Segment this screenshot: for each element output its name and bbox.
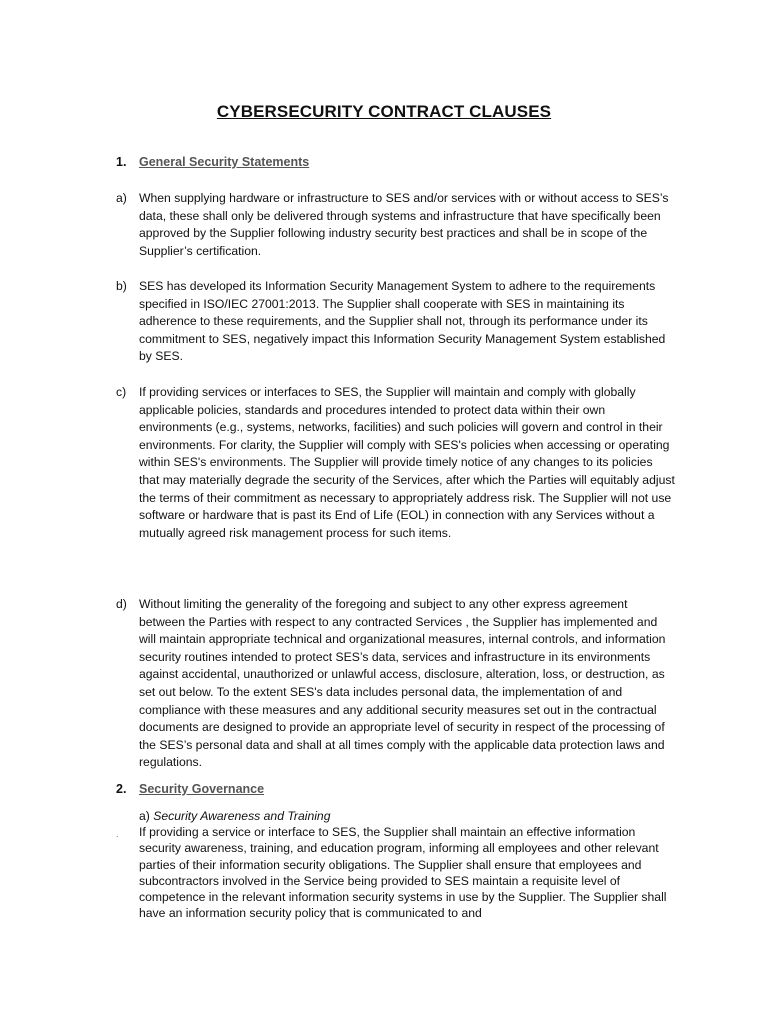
section-heading-general-security [116,155,309,169]
document-title: CYBERSECURITY CONTRACT CLAUSES [216,102,552,121]
subsection-marker: a) [139,809,150,823]
clause-text: When supplying hardware or infrastructure to SES and/or services with or without access to SES’s data, these shall only be delivered through systems and infrastructure that have specifically been approved by the Supplier following industry security best practices and shall be in scope of the Supplier’s certification. [139,191,669,258]
clause-1b [116,278,676,366]
subsection-text: If providing a service or interface to SES, the Supplier shall maintain an effective information security awareness, training, and education program, informing all employees and other relevant parties of their information security obligations. The Supplier shall ensure that employees and subcontractors involved in the Service being provided to SES maintain a requisite level of competence in the relevant information security systems in use by the Supplier. The Supplier shall have an information security policy that is communicated to and [139,825,667,921]
section-number: 2. [116,782,127,796]
section-title: General Security Statements [139,155,310,169]
stray-dot: . [116,829,119,839]
clause-1d [116,596,676,772]
clause-marker: a) [116,191,127,205]
clause-text: If providing services or interfaces to SES, the Supplier will maintain and comply with globally applicable policies, standards and procedures intended to protect data within their own environments (e.g., systems, networks, facilities) and such policies will govern and control in their environments. For clarity, the Supplier will comply with SES's policies when accessing or operating within SES's environments. The Supplier will provide timely notice of any changes to its policies that may materially degrade the security of the Services, after which the Parties will equitably adjust the terms of their commitment as necessary to appropriately address risk. The Supplier will not use software or hardware that is past its End of Life (EOL) in connection with any Services without a mutually agreed risk management process for such items. [139,385,675,540]
subsection-heading-awareness-training [139,809,331,823]
section-heading-security-governance [116,782,264,796]
clause-marker: d) [116,597,127,611]
clause-1a [116,190,676,260]
clause-text: Without limiting the generality of the foregoing and subject to any other express agreement between the Parties with respect to any contracted Services , the Supplier has implemented and will maintain appropriate technical and organizational measures, internal controls, and information security routines intended to protect SES’s data, services and infrastructure in its environments against accidental, unauthorized or unlawful access, disclosure, alteration, loss, or destruction, as set out below. To the extent SES's data includes personal data, the implementation of and compliance with these measures and any additional security measures set out in the contractual documents are designed to provide an appropriate level of security in respect of the processing of the SES’s personal data and shall at all times comply with the applicable data protection laws and regulations. [139,597,666,770]
subsection-body-awareness-training [116,824,676,922]
clause-text: SES has developed its Information Security Management System to adhere to the requirements specified in ISO/IEC 27001:2013. The Supplier shall cooperate with SES in maintaining its adherence to these requirements, and the Supplier shall not, through its performance under its commitment to SES, negatively impact this Information Security Management System established by SES. [139,279,666,364]
clause-marker: c) [116,385,127,399]
clause-1c [116,384,676,542]
clause-marker: b) [116,279,127,293]
section-title: Security Governance [139,782,265,796]
section-number: 1. [116,155,127,169]
subsection-title: Security Awareness and Training [153,809,331,823]
